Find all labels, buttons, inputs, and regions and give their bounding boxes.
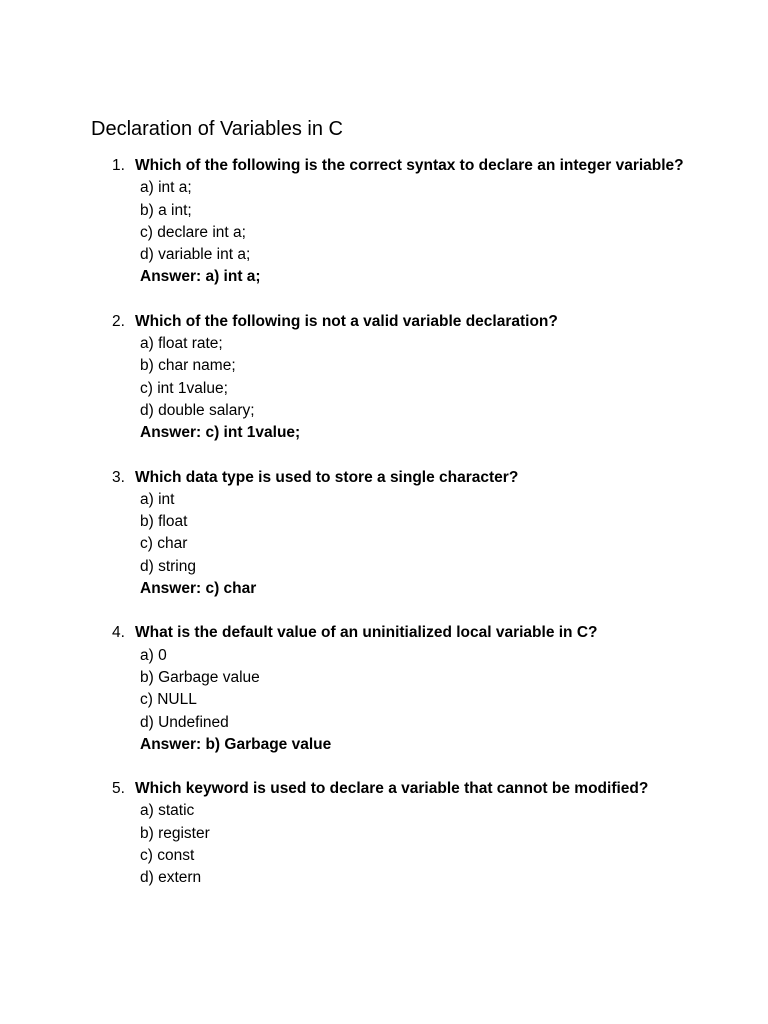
question-number: 2. xyxy=(112,312,125,330)
option-d: d) string xyxy=(140,557,196,575)
document-body xyxy=(91,114,731,912)
answer-text: Answer: c) int 1value; xyxy=(140,424,301,442)
option-b: b) a int; xyxy=(140,201,192,219)
option-b: b) Garbage value xyxy=(140,668,260,686)
question-number: 1. xyxy=(112,157,125,174)
options-list xyxy=(135,177,731,266)
option-c: c) const xyxy=(140,847,195,865)
answer-text: Answer: b) Garbage value xyxy=(140,735,332,753)
question-item-5 xyxy=(91,778,731,889)
question-item-4 xyxy=(91,622,731,756)
option-a: a) 0 xyxy=(140,646,167,664)
option-c: c) char xyxy=(140,535,188,553)
option-c: c) declare int a; xyxy=(140,223,246,241)
option-d: d) variable int a; xyxy=(140,246,251,264)
option-a: a) int a; xyxy=(140,179,192,197)
options-list xyxy=(135,800,731,889)
option-c: c) NULL xyxy=(140,691,197,709)
option-a: a) int xyxy=(140,490,175,508)
question-text: Which of the following is the correct syntax to declare an integer variable? xyxy=(135,157,684,174)
option-a: a) float rate; xyxy=(140,335,223,353)
option-c: c) int 1value; xyxy=(140,379,228,397)
option-d: d) double salary; xyxy=(140,401,255,419)
question-list xyxy=(91,155,731,890)
option-d: d) Undefined xyxy=(140,713,229,731)
question-text: Which data type is used to store a single character? xyxy=(135,468,519,486)
question-text: What is the default value of an uninitialized local variable in C? xyxy=(135,624,598,642)
option-b: b) register xyxy=(140,824,210,842)
option-b: b) char name; xyxy=(140,357,236,375)
question-item-3 xyxy=(91,467,731,601)
page-title: Declaration of Variables in C xyxy=(91,118,343,140)
answer-text: Answer: a) int a; xyxy=(140,268,261,286)
question-item-1 xyxy=(91,155,731,289)
question-item-2 xyxy=(91,311,731,445)
answer-text: Answer: c) char xyxy=(140,580,257,598)
options-list xyxy=(135,333,731,422)
question-text: Which keyword is used to declare a variable that cannot be modified? xyxy=(135,780,649,798)
question-number: 4. xyxy=(112,624,125,642)
question-text: Which of the following is not a valid variable declaration? xyxy=(135,312,558,330)
option-d: d) extern xyxy=(140,869,202,887)
question-number: 5. xyxy=(112,780,125,798)
options-list xyxy=(135,489,731,578)
option-a: a) static xyxy=(140,802,195,820)
options-list xyxy=(135,645,731,734)
option-b: b) float xyxy=(140,513,188,531)
question-number: 3. xyxy=(112,468,125,486)
